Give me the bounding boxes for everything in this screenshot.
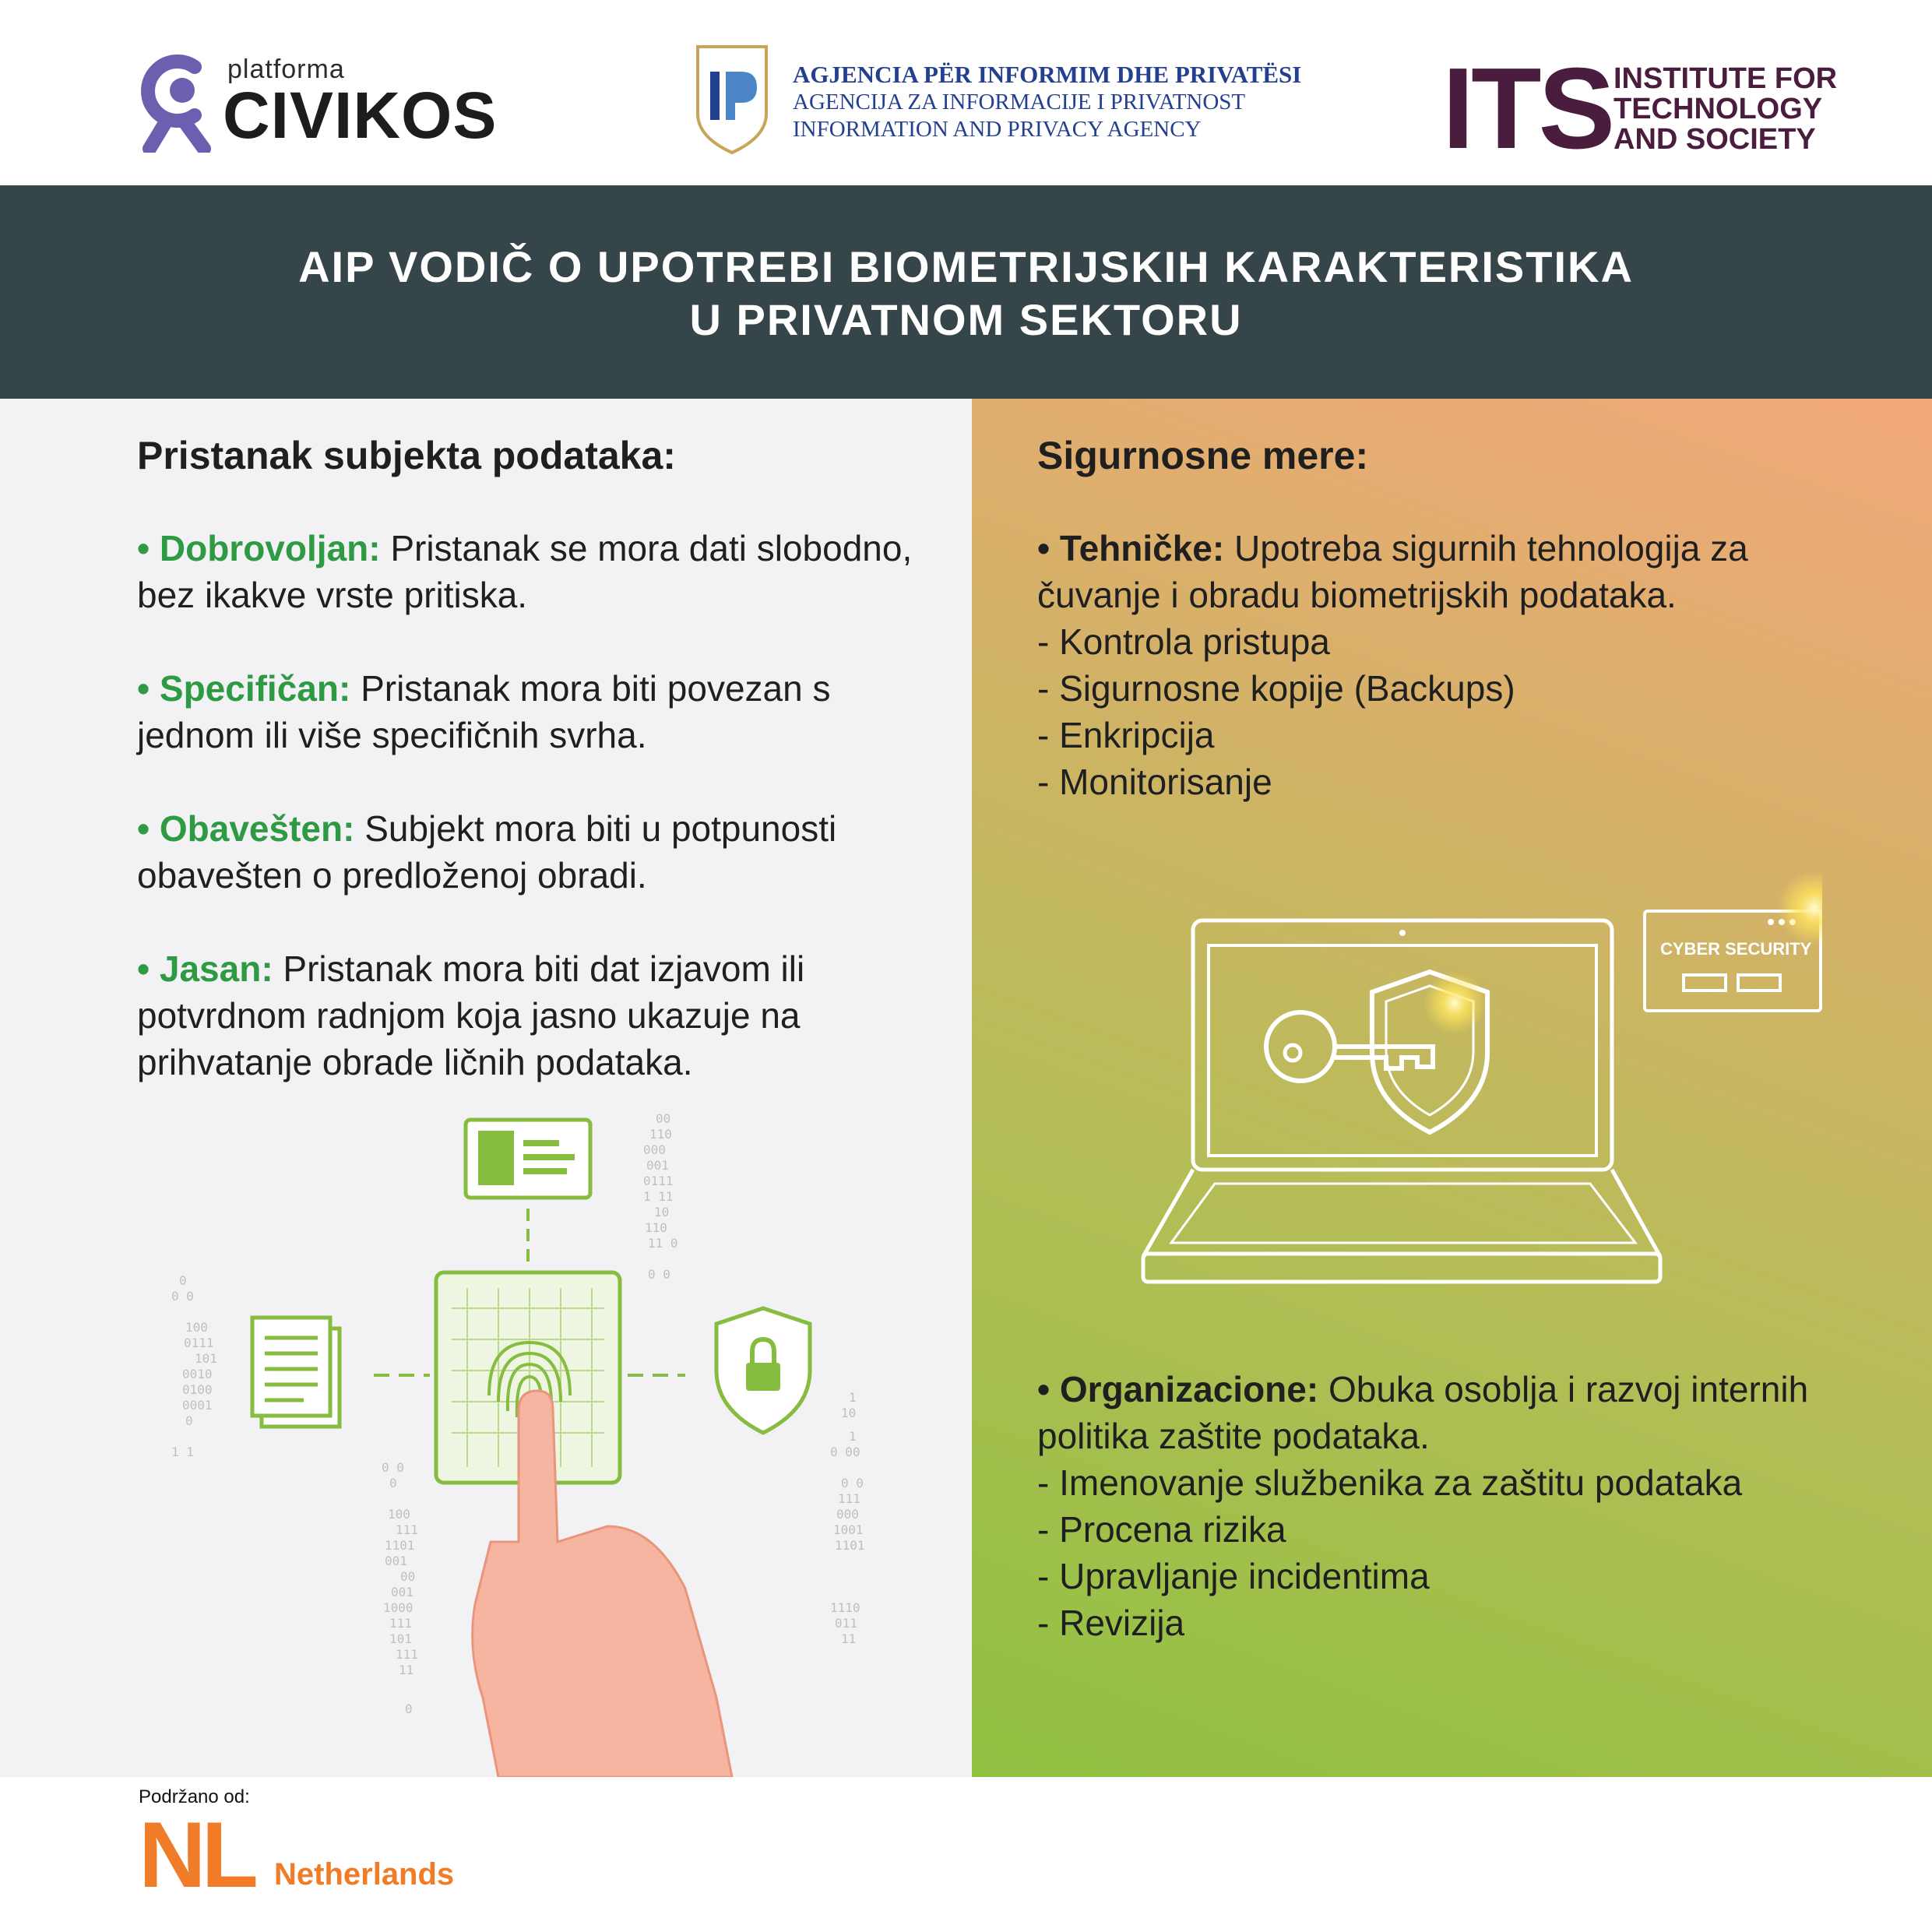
fingerprint-illustration [171,1106,888,1777]
civikos-mark-icon [134,51,220,153]
its-name-line-3: AND SOCIETY [1614,123,1816,156]
svg-text:111: 111 [838,1491,860,1506]
its-name-line-2: TECHNOLOGY [1614,93,1823,125]
svg-text:0 0: 0 0 [171,1289,194,1304]
technical-item: - Enkripcija [1037,715,1215,755]
svg-text:001: 001 [391,1585,413,1599]
svg-text:101: 101 [195,1351,217,1366]
svg-text:0001: 0001 [182,1398,213,1413]
svg-text:111: 111 [389,1616,412,1631]
consent-item-clear [137,945,900,1086]
svg-text:0: 0 [389,1476,397,1490]
civikos-name: CIVIKOS [223,79,498,152]
svg-text:0: 0 [185,1413,193,1428]
laptop-shield-key-icon [1137,857,1822,1293]
svg-text:0111: 0111 [184,1336,214,1350]
svg-text:111: 111 [396,1647,418,1662]
consent-item-text: Pristanak mora biti dat izjavom ili potvrdnom radnjom koja jasno ukazuje na prihvatanje obrade ličnih podataka. [137,948,805,1082]
svg-text:111: 111 [396,1522,418,1537]
svg-text:001: 001 [385,1554,407,1568]
laptop-illustration [1137,857,1822,1293]
aip-name-serbian: AGENCIJA ZA INFORMACIJE I PRIVATNOST [793,90,1246,114]
svg-text:1: 1 [849,1390,857,1405]
its-name-line-1: INSTITUTE FOR [1614,62,1838,95]
technical-item: - Sigurnosne kopije (Backups) [1037,668,1515,709]
svg-text:1101: 1101 [835,1538,865,1553]
consent-item-informed [137,805,924,899]
svg-text:00: 00 [656,1111,671,1126]
aip-shield-icon [692,39,772,156]
organizational-item: - Upravljanje incidentima [1037,1556,1430,1596]
svg-text:1110: 1110 [830,1600,860,1615]
security-heading: Sigurnosne mere: [1037,434,1369,477]
svg-text:0: 0 [405,1701,413,1716]
consent-heading: Pristanak subjekta podataka: [137,434,676,477]
title-band [0,185,1932,399]
consent-item-text: Pristanak mora biti povezan s jednom ili više specifičnih svrha. [137,668,831,755]
svg-text:0 0: 0 0 [648,1267,670,1282]
its-acronym: ITS [1442,44,1613,173]
netherlands-label: Netherlands [274,1857,455,1892]
organizational-label: • Organizacione: [1037,1369,1319,1409]
consent-item-voluntary [137,525,916,618]
civikos-small-text: platforma [227,55,345,84]
svg-text:0 0: 0 0 [841,1476,864,1490]
consent-item-label: • Dobrovoljan: [137,528,381,568]
organizational-text: Obuka osoblja i razvoj internih politika zaštite podataka. [1037,1369,1809,1456]
civikos-logo [134,51,220,153]
consent-item-text: Pristanak se mora dati slobodno, bez ikakve vrste pritiska. [137,528,913,615]
technical-item: - Monitorisanje [1037,762,1272,802]
svg-text:0010: 0010 [182,1367,213,1381]
supported-by-label: Podržano od: [139,1786,250,1807]
svg-text:1: 1 [849,1429,857,1444]
svg-text:1000: 1000 [383,1600,413,1615]
svg-text:00: 00 [400,1569,416,1584]
organizational-measures-intro [1037,1366,1855,1459]
organizational-item: - Procena rizika [1037,1509,1286,1550]
svg-text:101: 101 [389,1631,412,1646]
aip-name-english: INFORMATION AND PRIVACY AGENCY [793,117,1202,142]
svg-text:1 11: 1 11 [643,1189,674,1204]
consent-item-label: • Jasan: [137,948,273,989]
svg-text:11: 11 [841,1631,857,1646]
svg-text:011: 011 [835,1616,857,1631]
consent-item-label: • Obavešten: [137,808,355,849]
svg-text:1101: 1101 [385,1538,415,1553]
technical-label: • Tehničke: [1037,528,1225,568]
svg-text:11 0: 11 0 [648,1236,678,1251]
svg-text:110: 110 [649,1127,672,1142]
page-title-line-2: U PRIVATNOM SEKTORU [689,295,1243,344]
svg-text:1001: 1001 [833,1522,864,1537]
svg-text:0: 0 [179,1273,187,1288]
svg-text:000: 000 [643,1142,666,1157]
svg-text:1 1: 1 1 [171,1445,194,1459]
consent-item-label: • Specifičan: [137,668,351,709]
fingerprint-scan-icon [171,1106,888,1777]
svg-text:10: 10 [841,1406,857,1420]
svg-text:0 00: 0 00 [830,1445,860,1459]
cyber-security-label: CYBER SECURITY [1660,939,1812,959]
svg-text:0100: 0100 [182,1382,213,1397]
organizational-item: - Revizija [1037,1603,1185,1643]
svg-text:001: 001 [646,1158,669,1173]
svg-text:110: 110 [645,1220,667,1235]
page-title-line-1: AIP VODIČ O UPOTREBI BIOMETRIJSKIH KARAKTERISTIKA [298,242,1634,291]
consent-item-text: Subjekt mora biti u potpunosti obavešten o predloženoj obradi. [137,808,837,896]
organizational-item: - Imenovanje službenika za zaštitu podataka [1037,1462,1743,1503]
nl-logo: NL [139,1803,254,1907]
svg-text:000: 000 [836,1507,859,1522]
svg-text:100: 100 [388,1507,410,1522]
svg-text:0111: 0111 [643,1174,674,1188]
aip-shield-logo [692,39,772,156]
svg-text:10: 10 [654,1205,670,1219]
svg-text:11: 11 [399,1663,414,1677]
consent-item-specific [137,665,885,758]
technical-item: - Kontrola pristupa [1037,621,1330,662]
technical-measures-intro [1037,525,1839,618]
aip-name-albanian: AGJENCIA PËR INFORMIM DHE PRIVATËSI [793,61,1302,88]
svg-text:0 0: 0 0 [382,1460,404,1475]
svg-text:100: 100 [185,1320,208,1335]
technical-text: Upotreba sigurnih tehnologija za čuvanje i obradu biometrijskih podataka. [1037,528,1748,615]
